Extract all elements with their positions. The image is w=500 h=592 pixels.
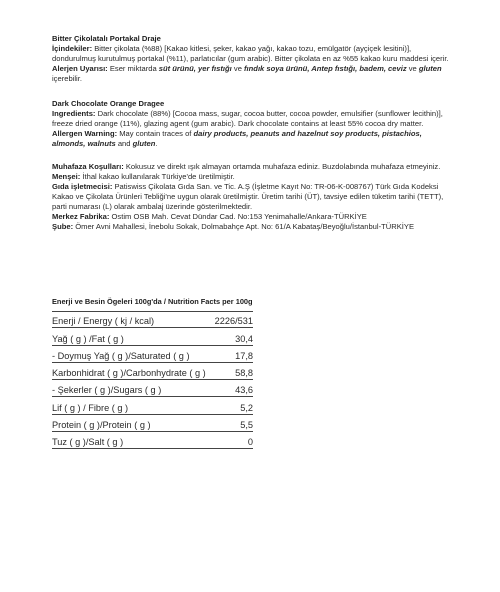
nutrient-value: 5,5 — [240, 420, 253, 431]
branch — [52, 222, 457, 232]
en-allergen-list-2: gluten — [132, 139, 156, 148]
storage-conditions — [52, 162, 457, 172]
en-ingredients-label: Ingredients: — [52, 109, 96, 118]
tr-allergen — [52, 64, 457, 84]
nutrient-value: 5,2 — [240, 402, 253, 413]
tr-allergen-and-2: ve — [406, 64, 419, 73]
en-allergen-label: Allergen Warning: — [52, 129, 118, 138]
branch-text: Ömer Avni Mahallesi, İnebolu Sokak, Dolmabahçe Apt. No: 61/A Kabataş/Beyoğlu/İstanbul-TÜRKİYE — [73, 222, 415, 231]
food-operator — [52, 182, 457, 212]
nutrition-row — [52, 415, 253, 432]
en-allergen-post: . — [155, 139, 158, 148]
nutrient-label: - Şekerler ( g )/Sugars ( g ) — [52, 385, 162, 396]
nutrition-row — [52, 363, 253, 380]
origin — [52, 172, 457, 182]
nutrition-row — [52, 380, 253, 397]
nutrient-value: 0 — [247, 437, 253, 448]
nutrient-value: 17,8 — [235, 350, 253, 361]
storage-label: Muhafaza Koşulları: — [52, 162, 124, 171]
operator-text: Patiswiss Çikolata Gıda San. ve Tic. A.Ş (İşletme Kayıt No: TR-06-K-008767) Türk Gıda Kodeksi Kakao ve Çikolata Ürünleri Tebliği'ne uygun olarak üretilmiştir. Üretim tarihi (ÜT), tavsiye edilen tüketim tarihi (TETT), parti numarası (L) olarak ambalaj üzerinde gösterilmektedir. — [52, 182, 444, 211]
nutrient-label: - Doymuş Yağ ( g )/Saturated ( g ) — [52, 350, 190, 361]
tr-ingredients-text: Bitter çikolata (%88) [Kakao kitlesi, şeker, kakao yağı, kakao tozu, emülgatör (ayçiçek lesitini)], dondurulmuş kurutulmuş portakal (%11), parlatıcılar (gum arabic). Bitter çikolata en az %55 kakao kuru maddesi içerir. — [52, 44, 449, 63]
origin-label: Menşei: — [52, 172, 81, 181]
nutrient-value: 30,4 — [235, 333, 253, 344]
tr-allergen-pre: Eser miktarda — [107, 64, 159, 73]
tr-ingredients-label: İçindekiler: — [52, 44, 93, 53]
branch-label: Şube: — [52, 222, 74, 231]
nutrient-label: Yağ ( g ) /Fat ( g ) — [52, 333, 124, 344]
nutrition-row — [52, 328, 253, 345]
nutrient-value: 43,6 — [235, 385, 253, 396]
tr-product-title: Bitter Çikolatalı Portakal Draje — [52, 34, 161, 43]
origin-text: İthal kakao kullanılarak Türkiye'de üretilmiştir. — [80, 172, 235, 181]
storage-text: Kokusuz ve direkt ışık almayan ortamda muhafaza ediniz. Buzdolabında muhafaza etmeyiniz. — [123, 162, 441, 171]
nutrient-label: Enerji / Energy ( kj / kcal) — [52, 316, 155, 327]
nutrition-facts-table — [52, 297, 253, 449]
nutrition-row — [52, 432, 253, 449]
label-text — [52, 34, 457, 232]
en-allergen-and: and — [115, 139, 133, 148]
tr-allergen-label: Alerjen Uyarısı: — [52, 64, 108, 73]
nutrient-value: 2226/531 — [214, 316, 253, 327]
nutrition-row — [52, 397, 253, 414]
factory-text: Ostim OSB Mah. Cevat Dündar Cad. No:153 Yenimahalle/Ankara-TÜRKİYE — [109, 212, 367, 221]
nutrition-row — [52, 311, 253, 328]
central-factory — [52, 212, 457, 222]
tr-allergen-post: içerebilir. — [52, 74, 82, 83]
tr-ingredients — [52, 44, 457, 64]
en-allergen — [52, 129, 457, 149]
nutrition-row — [52, 346, 253, 363]
nutrient-label: Protein ( g )/Protein ( g ) — [52, 420, 151, 431]
en-allergen-list-1: dairy products, peanuts and hazelnut soy products, pistachios, almonds, walnuts — [52, 129, 422, 148]
tr-allergen-and-1: ve — [231, 64, 245, 73]
nutrition-header: Enerji ve Besin Ögeleri 100g'da / Nutrition Facts per 100g — [52, 297, 253, 306]
tr-allergen-list-1: süt ürünü, yer fıstığı — [158, 64, 232, 73]
nutrient-label: Karbonhidrat ( g )/Carbonhydrate ( g ) — [52, 368, 206, 379]
tr-allergen-list-2: fındık soya ürünü, Antep fıstığı, badem, ceviz — [244, 64, 407, 73]
en-product-title: Dark Chocolate Orange Dragee — [52, 99, 165, 108]
en-ingredients-text: Dark chocolate (88%) [Cocoa mass, sugar, cocoa butter, cocoa powder, emulsifier (sunflower lecithin)], freeze dried orange (11%), glazing agent (gum arabic). Dark chocolate contains at least 55% cocoa dry matter. — [52, 109, 443, 128]
factory-label: Merkez Fabrika: — [52, 212, 110, 221]
en-ingredients — [52, 109, 457, 129]
nutrient-value: 58,8 — [235, 368, 253, 379]
en-allergen-pre: May contain traces of — [117, 129, 194, 138]
operator-label: Gıda işletmecisi: — [52, 182, 113, 191]
nutrient-label: Tuz ( g )/Salt ( g ) — [52, 437, 124, 448]
nutrient-label: Lif ( g ) / Fibre ( g ) — [52, 402, 129, 413]
tr-allergen-list-3: gluten — [418, 64, 442, 73]
